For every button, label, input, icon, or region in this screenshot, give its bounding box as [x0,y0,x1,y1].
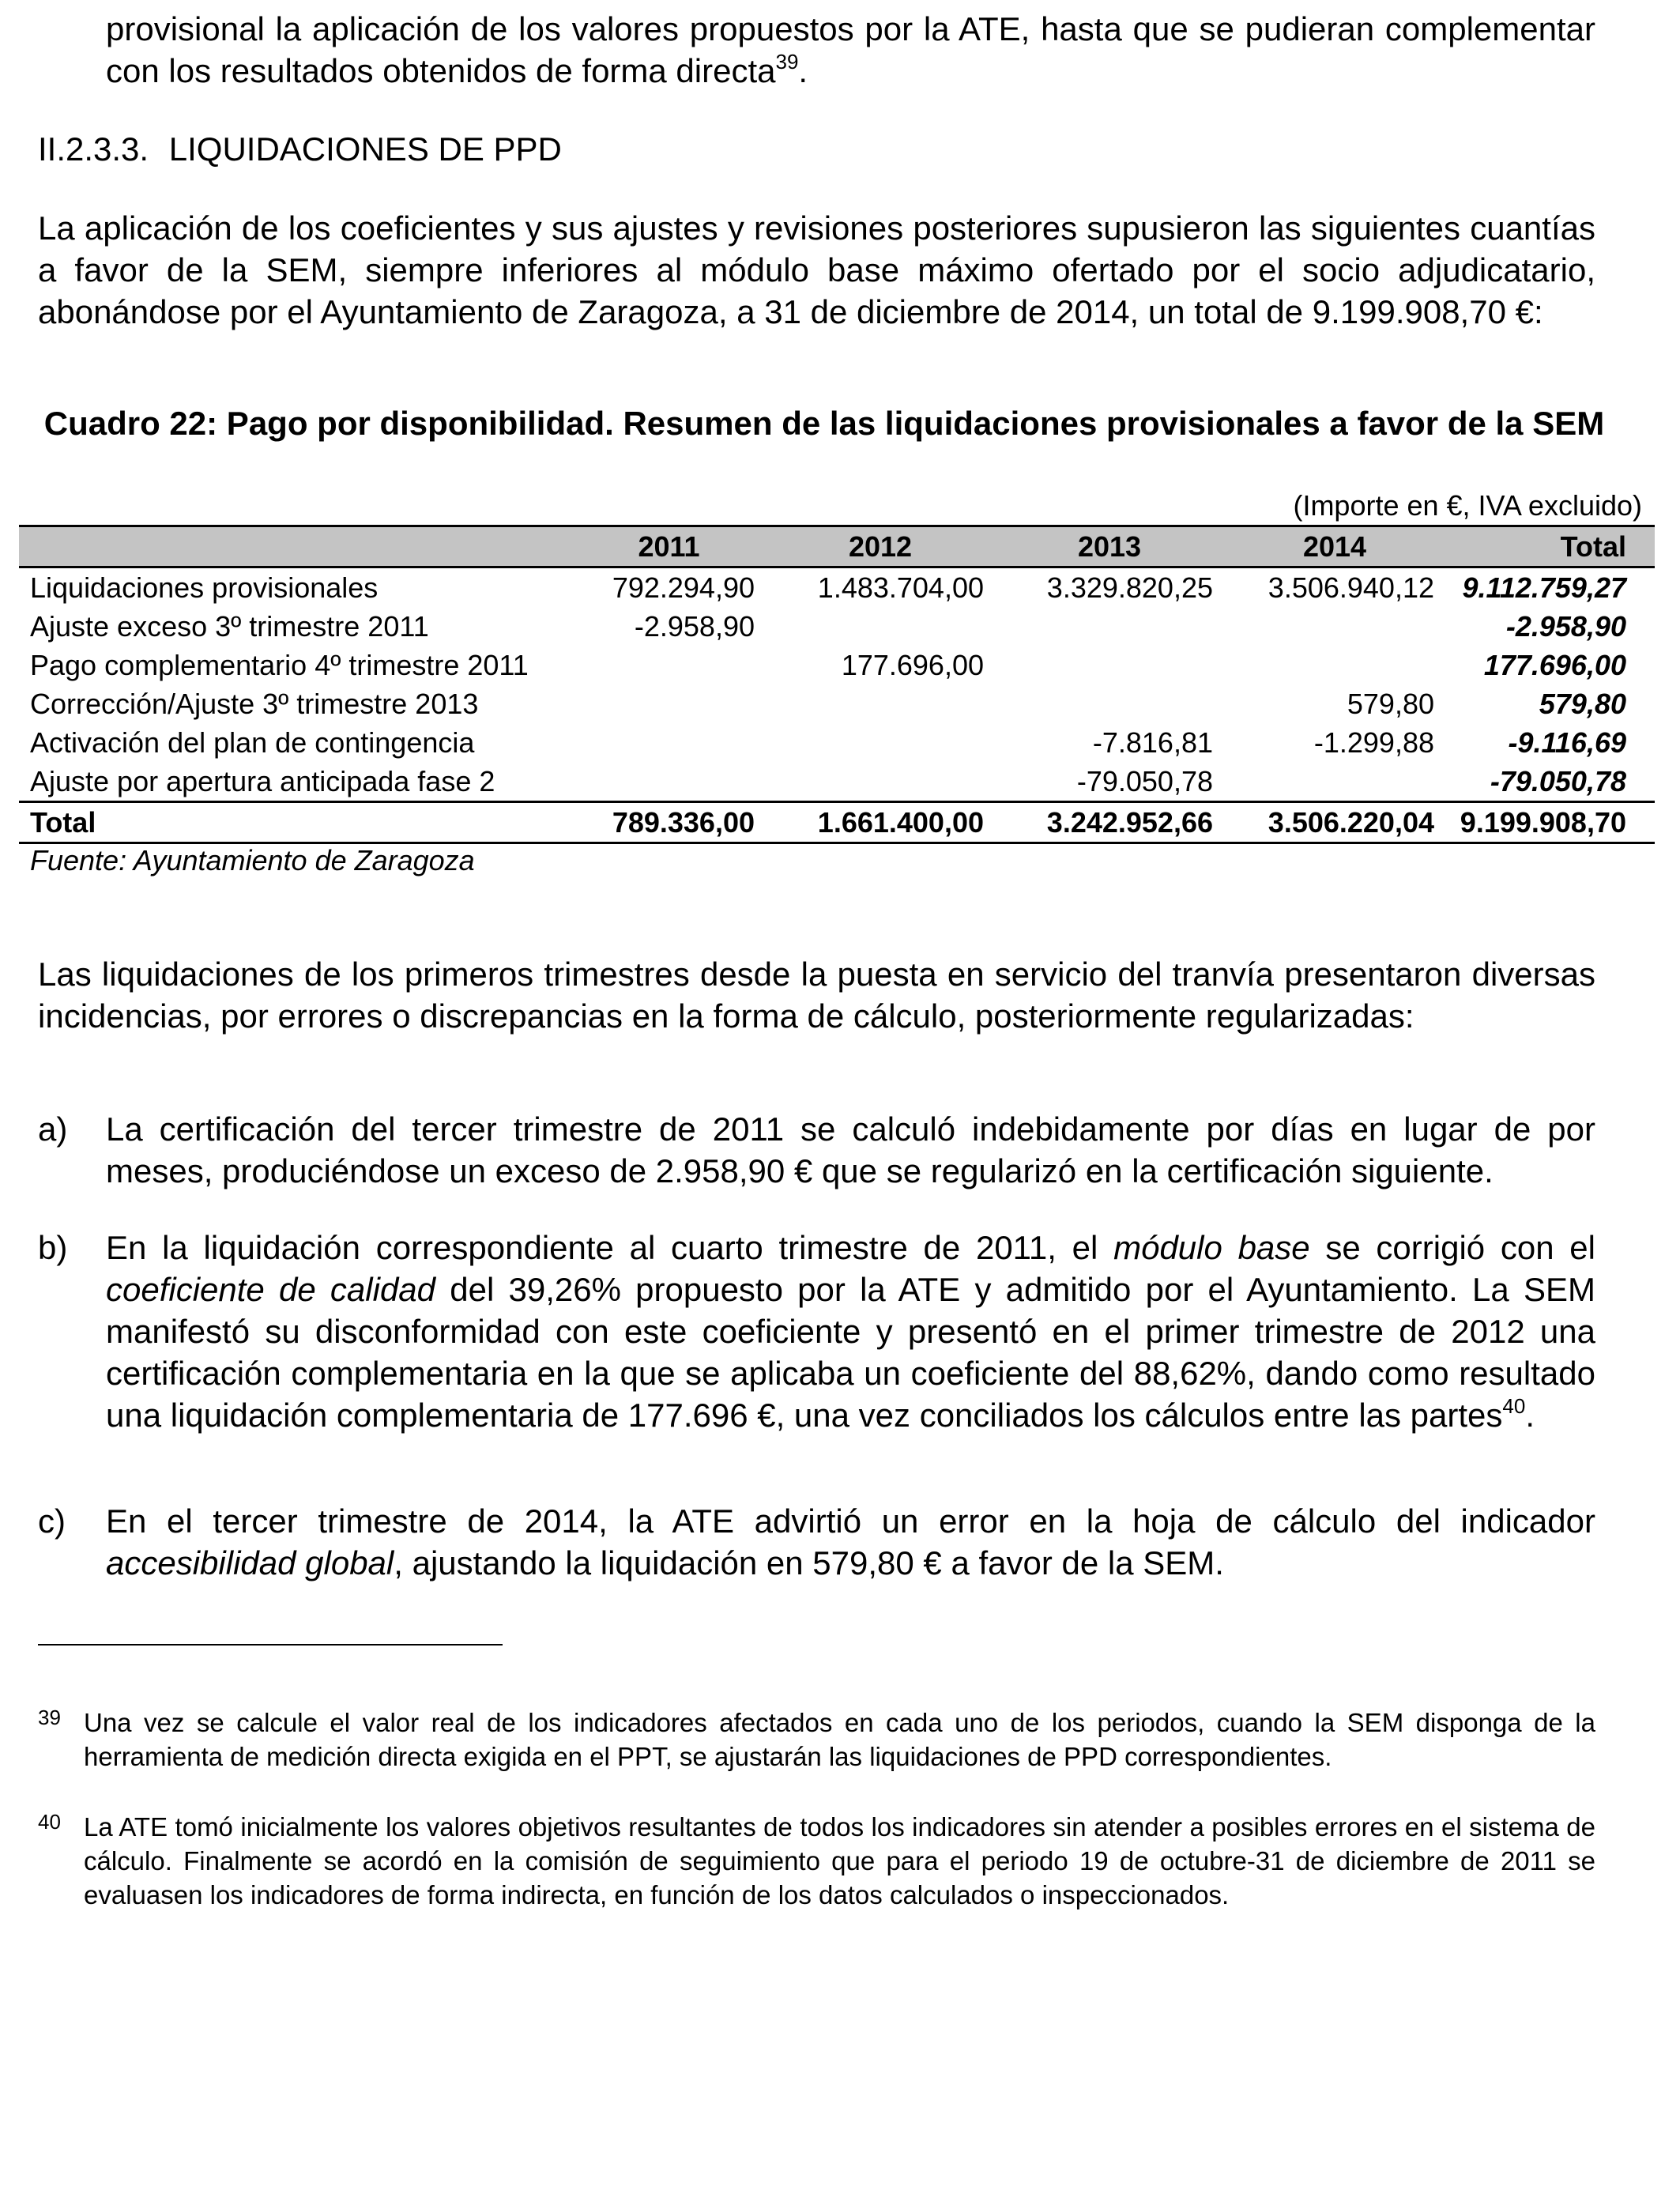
intro-end: . [798,52,808,89]
text-run: , ajustando la liquidación en 579,80 € a favor de la SEM. [394,1544,1224,1581]
row-label: Liquidaciones provisionales [30,571,379,604]
row-label: Corrección/Ajuste 3º trimestre 2013 [30,687,479,720]
text-run: se corrigió con el [1309,1229,1595,1266]
footnote-number: 39 [38,1706,61,1729]
cell-2011 [572,684,766,723]
section-number: II.2.3.3. [38,130,149,168]
row-label: Pago complementario 4º trimestre 2011 [30,648,529,681]
total-2012: 1.661.400,00 [766,802,995,843]
cell-2014: 3.506.940,12 [1268,571,1434,604]
total-2011: 789.336,00 [572,802,766,843]
cell-2013 [995,607,1224,646]
table-row [19,723,1655,762]
table-row [19,646,1655,684]
section-title: LIQUIDACIONES DE PPD [168,130,562,168]
table-source: Fuente: Ayuntamiento de Zaragoza [30,844,475,876]
italic-term: módulo base [1113,1229,1310,1266]
paragraph-2: Las liquidaciones de los primeros trimestres desde la puesta en servicio del tranvía presentaron diversas incidencias, por errores o discrepancias en la forma de cálculo, posteriormente regularizadas: [38,956,1595,1035]
table-unit-note: (Importe en €, IVA excluido) [1293,489,1642,522]
text-run: del 39,26% propuesto por la ATE y admitido por el Ayuntamiento. La SEM manifestó su disconformidad con este coeficiente y presentó en el primer trimestre de 2012 una certificación complementaria en la que se aplicaba un coeficiente del 88,62%, dando como resultado una liquidación complementaria de 177.696 €, una vez conciliados los cálculos entre las partes [106,1271,1595,1434]
cell-2011 [572,646,766,684]
table-row [19,567,1655,608]
intro-continuation-paragraph [106,8,1595,92]
cell-2014 [1224,607,1445,646]
cell-total: -9.116,69 [1508,726,1626,759]
cell-total: 177.696,00 [1483,648,1626,681]
table-row [19,762,1655,802]
total-2014: 3.506.220,04 [1224,802,1445,843]
cell-2011: 792.294,90 [612,571,755,604]
cell-2012 [766,762,995,802]
cell-total: 9.112.759,27 [1462,571,1626,604]
table-row [19,607,1655,646]
total-label: Total [19,802,572,843]
list-marker: b) [38,1229,68,1266]
section-heading [38,128,562,170]
text-run: . [1525,1397,1535,1434]
table-total-row [19,802,1655,843]
footnote-ref-40[interactable]: 40 [1502,1394,1526,1418]
italic-term: coeficiente de calidad [106,1271,436,1308]
cell-2014 [1224,762,1445,802]
cell-2011: -2.958,90 [634,609,755,643]
list-item-text [106,1500,1595,1584]
footnote-ref-39[interactable]: 39 [775,50,799,74]
cell-2012: 1.483.704,00 [817,571,984,604]
row-label: Ajuste por apertura anticipada fase 2 [30,764,495,797]
list-item-text: La certificación del tercer trimestre de 2011 se calculó indebidamente por días en lugar de por meses, produciéndose un exceso de 2.958,90 € que se regularizó en la certificación siguiente. [106,1110,1595,1189]
header-2011: 2011 [572,526,766,567]
footnote-text: Una vez se calcule el valor real de los indicadores afectados en cada uno de los periodos, cuando la SEM disponga de la herramienta de medición directa exigida en el PPT, se ajustarán las liquidaciones de PPD correspondientes. [84,1708,1595,1771]
header-label [19,526,572,567]
list-item-text [106,1227,1595,1436]
cell-2013: 3.329.820,25 [1046,571,1213,604]
cell-2012: 177.696,00 [841,648,984,681]
cell-2011 [572,723,766,762]
table-title: Cuadro 22: Pago por disponibilidad. Resumen de las liquidaciones provisionales a favor de la SEM [43,405,1605,442]
cell-2013: -7.816,81 [1092,726,1213,759]
header-total: Total [1445,526,1655,567]
header-2013: 2013 [995,526,1224,567]
footnote-separator [38,1644,503,1646]
cell-2014: -1.299,88 [1313,726,1434,759]
header-2012: 2012 [766,526,995,567]
cell-2013: -79.050,78 [1076,764,1213,797]
intro-text: provisional la aplicación de los valores propuestos por la ATE, hasta que se pudieran complementar con los resultados obtenidos de forma directa [106,10,1595,89]
paragraph-1: La aplicación de los coeficientes y sus ajustes y revisiones posteriores supusieron las siguientes cuantías a favor de la SEM, siempre inferiores al módulo base máximo ofertado por el socio adjudicatario, abonándose por el Ayuntamiento de Zaragoza, a 31 de diciembre de 2014, un total de 9.199.908,70 €: [38,209,1595,330]
cell-2012 [766,723,995,762]
footnote-text: La ATE tomó inicialmente los valores objetivos resultantes de todos los indicadores sin atender a posibles errores en el sistema de cálculo. Finalmente se acordó en la comisión de seguimiento que para el periodo 19 de octubre-31 de diciembre de 2011 se evaluasen los indicadores de forma indirecta, en función de los datos calculados o inspeccionados. [84,1812,1595,1909]
text-run: En la liquidación correspondiente al cuarto trimestre de 2011, el [106,1229,1114,1266]
footnote-number: 40 [38,1810,61,1834]
cell-total: 579,80 [1539,687,1626,720]
cell-2014 [1224,646,1445,684]
italic-term: accesibilidad global [106,1544,394,1581]
table-header-row [19,526,1655,567]
cell-2013 [995,646,1224,684]
row-label: Activación del plan de contingencia [30,726,475,759]
cell-2012 [766,607,995,646]
cell-2011 [572,762,766,802]
text-run: En el tercer trimestre de 2014, la ATE advirtió un error en la hoja de cálculo del indicador [106,1502,1595,1540]
header-2014: 2014 [1224,526,1445,567]
cell-2012 [766,684,995,723]
row-label: Ajuste exceso 3º trimestre 2011 [30,609,429,643]
liquidations-table [19,525,1655,844]
cell-2013 [995,684,1224,723]
cell-total: -79.050,78 [1490,764,1626,797]
cell-2014: 579,80 [1347,687,1434,720]
list-marker: c) [38,1502,66,1540]
total-total: 9.199.908,70 [1445,802,1655,843]
cell-total: -2.958,90 [1505,609,1626,643]
total-2013: 3.242.952,66 [995,802,1224,843]
table-row [19,684,1655,723]
list-marker: a) [38,1110,68,1148]
